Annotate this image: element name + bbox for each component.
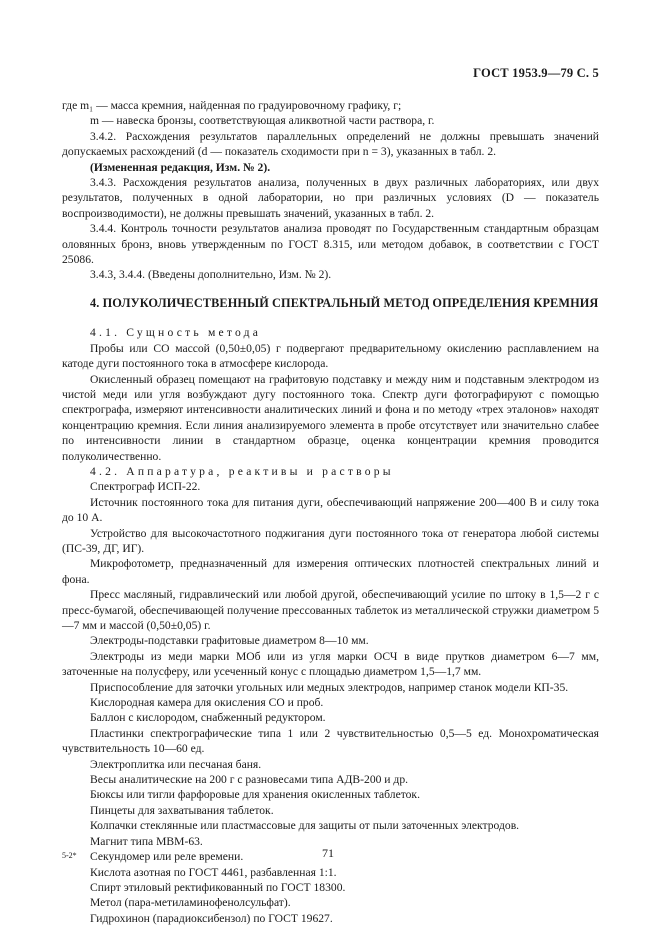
text-block-4 xyxy=(62,325,599,926)
paragraph: 3.4.3. Расхождения результатов анализа, полученных в двух различных лабораториях, или двух результатов, полученных в одной лаборатории, но при различных условиях (D — показатель воспроизводимости), не должны превышать значений, указанных в табл. 2. xyxy=(62,176,599,220)
paragraph: Приспособление для заточки угольных или медных электродов, например станок модели КП-35. xyxy=(90,680,569,694)
paragraph: m — навеска бронзы, соответствующая аликвотной части раствора, г. xyxy=(90,114,435,128)
paragraph: Микрофотометр, предназначенный для измерения оптических плотностей спектральных линий и фона. xyxy=(62,557,599,586)
footer-mark: 5-2* xyxy=(62,851,77,860)
paragraph: 4.1. Сущность метода xyxy=(90,326,262,340)
paragraph: Источник постоянного тока для питания дуги, обеспечивающий напряжение 200—400 В и силу тока до 10 А. xyxy=(62,495,599,525)
paragraph: 3.4.3, 3.4.4. (Введены дополнительно, Изм. № 2). xyxy=(90,268,332,282)
paragraph: Электроды-подставки графитовые диаметром 8—10 мм. xyxy=(90,634,369,648)
paragraph: Пробы или СО массой (0,50±0,05) г подвергают предварительному окислению расплавлением на катоде дуги постоянного тока в атмосфере кислорода. xyxy=(62,341,599,371)
page-body xyxy=(62,98,599,926)
paragraph: Электроплитка или песчаная баня. xyxy=(90,757,262,771)
paragraph: Кислота азотная по ГОСТ 4461, разбавленная 1:1. xyxy=(90,865,337,879)
paragraph: Спектрограф ИСП-22. xyxy=(90,480,201,494)
paragraph: Пинцеты для захватывания таблеток. xyxy=(90,803,274,817)
paragraph: где m₁ — масса кремния, найденная по градуировочному графику, г; xyxy=(62,99,402,112)
paragraph: 4.2. Аппаратура, реактивы и растворы xyxy=(90,464,394,478)
paragraph: Метол (пара-метиламинофенолсульфат). xyxy=(90,896,291,910)
paragraph: (Измененная редакция, Изм. № 2). xyxy=(90,160,271,174)
paragraph: Электроды из меди марки МОб или из угля марки ОСЧ в виде прутков диаметром 6—7 мм, заточенные на полусферу, или усеченный конус с площадью диаметром 1,5—1,7 мм. xyxy=(62,649,599,679)
paragraph: Бюксы или тигли фарфоровые для хранения окисленных таблеток. xyxy=(90,788,420,802)
paragraph: Кислородная камера для окисления СО и проб. xyxy=(90,696,324,710)
paragraph: 3.4.4. Контроль точности результатов анализа проводят по Государственным стандартным образцам оловянных бронз, вновь утвержденным по ГОСТ 8.315, или методом добавок, в соответствии с ГОСТ 25086. xyxy=(62,222,599,267)
paragraph: Окисленный образец помещают на графитовую подставку и между ним и подставным электродом из чистой меди или угля возбуждают дугу постоянного тока. Спектр дуги фотографируют с помощью спектрографа, измеряют интенсивности аналитических линий и фона и по методу «трех эталонов» находят концентрацию кремния. Если линия анализируемого элемента в пробе отсутствует или значительно слабее по интенсивности линии в стандартном образце, оценка концентрации кремния проводится полуколичественно. xyxy=(62,372,599,463)
paragraph: Спирт этиловый ректификованный по ГОСТ 18300. xyxy=(90,880,346,894)
paragraph: Колпачки стеклянные или пластмассовые для защиты от пыли заточенных электродов. xyxy=(90,819,520,833)
section-heading: 4. ПОЛУКОЛИЧЕСТВЕННЫЙ СПЕКТРАЛЬНЫЙ МЕТОД ОПРЕДЕЛЕНИЯ КРЕМНИЯ xyxy=(90,295,599,310)
paragraph: Магнит типа МВМ-63. xyxy=(90,834,203,848)
paragraph: Устройство для высокочастотного поджигания дуги постоянного тока от генератора любой системы (ПС-39, ДГ, ИГ). xyxy=(62,526,599,555)
paragraph: Весы аналитические на 200 г с разновесами типа АДВ-200 и др. xyxy=(90,773,409,787)
paragraph: 3.4.2. Расхождения результатов параллельных определений не должны превышать значений допускаемых расхождений (d — показатель сходимости при n = 3), указанных в табл. 2. xyxy=(62,129,599,159)
paragraph: Пластинки спектрографические типа 1 или 2 чувствительностью 0,5—5 ед. Монохроматическая чувствительность 10—60 ед. xyxy=(62,726,599,756)
page-number: 71 xyxy=(322,846,334,860)
text-block-3-4 xyxy=(62,98,599,283)
paragraph: Баллон с кислородом, снабженный редуктором. xyxy=(90,711,326,725)
paragraph: Пресс масляный, гидравлический или любой другой, обеспечивающий усилие по штоку в 1,5—2 г с пресс-бумагой, обеспечивающей получение прессованных таблеток из металлической стружки диаметром 5—7 мм и массой (0,50±0,05) г. xyxy=(62,588,599,632)
paragraph: Гидрохинон (парадиоксибензол) по ГОСТ 19627. xyxy=(90,911,333,925)
page-header: ГОСТ 1953.9—79 С. 5 xyxy=(473,66,599,80)
paragraph: Секундомер или реле времени. xyxy=(90,850,244,864)
